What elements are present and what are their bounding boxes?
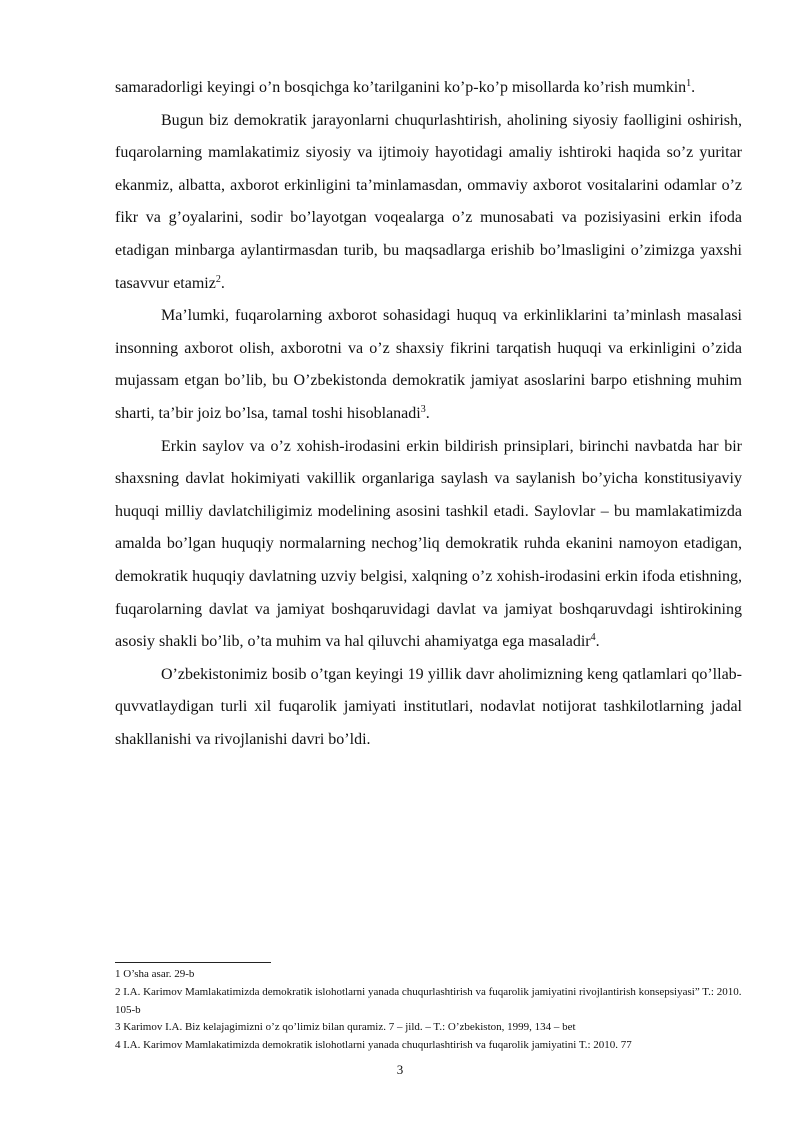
paragraph-tail: . (595, 633, 600, 651)
page-number: 3 (396, 1062, 404, 1077)
paragraph (115, 105, 742, 301)
paragraph (115, 431, 742, 659)
paragraph-tail: . (425, 404, 430, 422)
paragraph-text: O’zbekistonimiz bosib o’tgan keyingi 19 yillik davr aholimizning keng qatlamlari qo’llab-quvvatlaydigan turli xil fuqarolik jamiyati institutlari, nodavlat notijorat tashkilotlarning jadal shakllanishi va rivojlanishi davri bo’ldi. (115, 665, 742, 748)
paragraph-text: samaradorligi keyingi o’n bosqichga ko’tarilganini ko’p-ko’p misollarda ko’rish mumkin (115, 79, 687, 96)
footnote-ref[interactable]: 3 (420, 403, 426, 415)
paragraph (115, 72, 742, 105)
footnotes (115, 966, 742, 1055)
footnote: 2 I.A. Karimov Mamlakatimizda demokratik islohotlarni yanada chuqurlashtirish va fuqarolik jamiyatini rivojlantirish konsepsiyasi” T.: 2010. 105-b (115, 985, 742, 1016)
footnote-ref[interactable]: 2 (215, 273, 221, 285)
paragraph-text: Erkin saylov va o’z xohish-irodasini erkin bildirish prinsiplari, birinchi navbatda har bir shaxsning davlat hokimiyati vakillik organlariga saylash va saylanish bo’yicha konstitusiyaviy huquqi milliy davlatchiligimiz modelining asosini tashkil etadi. Saylovlar – bu mamlakatimizda amalda bo’lgan huquqiy normalarning nechog’liq demokratik ruhda ekanini namoyon etadigan, demokratik huquqiy davlatning uzviy belgisi, xalqning o’z xohish-irodasini erkin ifoda etishning, fuqarolarning davlat va jamiyat boshqaruvidagi davlat va jamiyat boshqaruvdagi ishtirokining asosiy shakli bo’lib, o’ta muhim va hal qiluvchi ahamiyatga ega masaladir (115, 437, 742, 651)
paragraph (115, 659, 742, 757)
paragraph-tail: . (220, 274, 225, 292)
footnote-separator (115, 962, 271, 963)
body-text (115, 72, 742, 756)
footnote: 4 I.A. Karimov Mamlakatimizda demokratik islohotlarni yanada chuqurlashtirish va fuqarolik jamiyatini T.: 2010. 77 (115, 1039, 632, 1052)
paragraph-text: Ma’lumki, fuqarolarning axborot sohasidagi huquq va erkinliklarini ta’minlash masalasi insonning axborot olish, axborotni va o’z shaxsiy fikrini tarqatish huquqi va erkinligini o’zida mujassam etgan bo’lib, bu O’zbekistonda demokratik jamiyat asoslarini barpo etishning muhim sharti, ta’bir joiz bo’lsa, tamal toshi hisoblanadi (115, 307, 742, 422)
footnote: 3 Karimov I.A. Biz kelajagimizni o’z qo’limiz bilan quramiz. 7 – jild. – T.: O’zbekiston, 1999, 134 – bet (115, 1021, 576, 1034)
footnote: 1 O’sha asar. 29-b (115, 968, 195, 980)
paragraph-text: Bugun biz demokratik jarayonlarni chuqurlashtirish, aholining siyosiy faolligini oshirish, fuqarolarning mamlakatimiz siyosiy va ijtimoiy hayotidagi amaliy ishtiroki haqida so’z yuritar ekanmiz, albatta, axborot erkinligini ta’minlamasdan, ommaviy axborot vositalarini odamlar o’z fikr va g’oyalarini, sodir bo’layotgan voqealarga o’z munosabati va pozisiyasini erkin ifoda etadigan minbarga aylantirmasdan turib, bu maqsadlarga erishib bo’lmasligini o’zimizga yaxshi tasavvur etamiz (115, 111, 742, 292)
paragraph-tail: . (691, 79, 696, 96)
footnote-ref[interactable]: 4 (590, 632, 596, 644)
paragraph (115, 300, 742, 430)
footnote-ref[interactable]: 1 (686, 78, 692, 89)
